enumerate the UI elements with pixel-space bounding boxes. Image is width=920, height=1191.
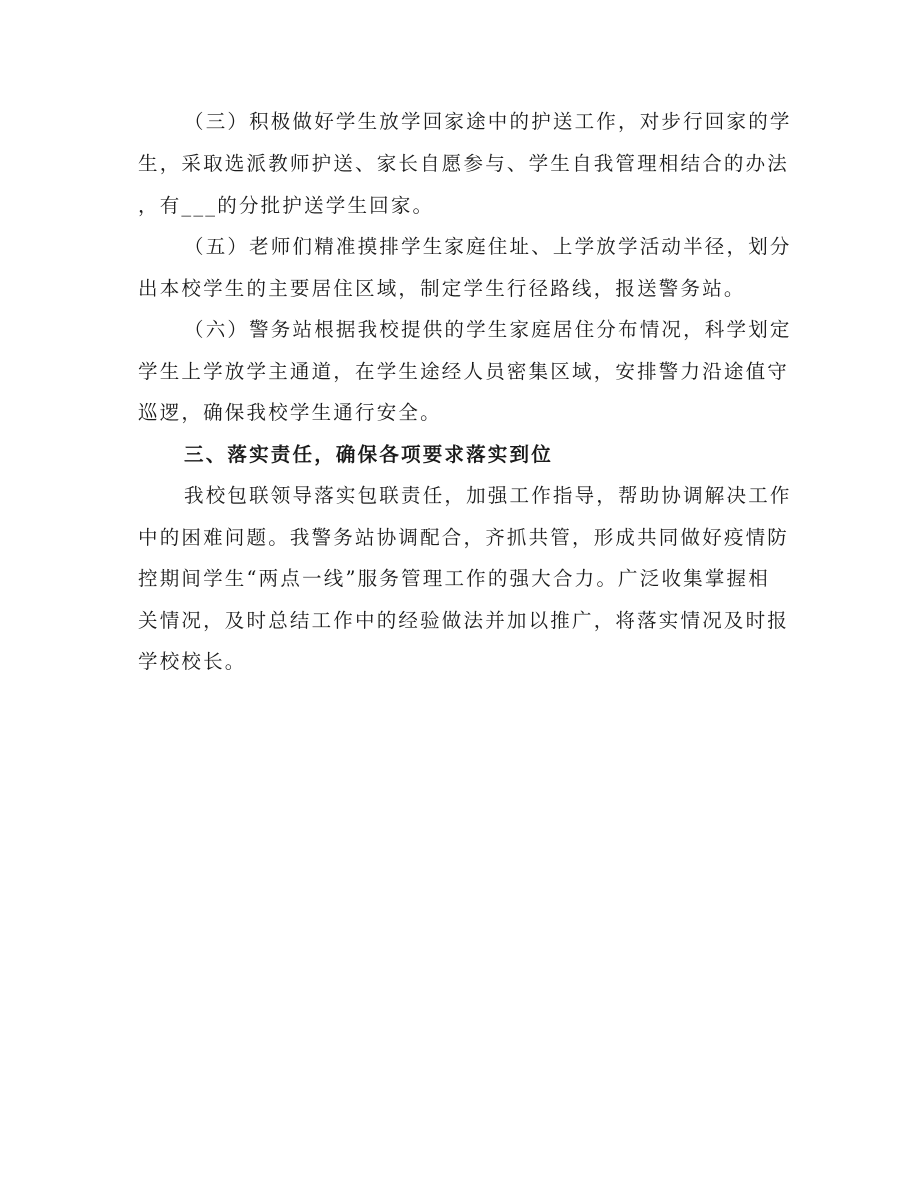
paragraph-final-line-4: 关情况，及时总结工作中的经验做法并加以推广，将落实情况及时报	[138, 609, 790, 632]
paragraph-6-line-2: 学生上学放学主通道，在学生途经人员密集区域，安排警力沿途值守	[138, 360, 790, 383]
paragraph-final-line-1: 我校包联领导落实包联责任，加强工作指导，帮助协调解决工作	[184, 484, 792, 507]
paragraph-3-line-3: ，有___的分批护送学生回家。	[138, 194, 435, 217]
paragraph-6-line-3: 巡逻，确保我校学生通行安全。	[138, 401, 442, 424]
paragraph-final-line-5: 学校校长。	[138, 650, 247, 673]
paragraph-final-line-3: 控期间学生“两点一线”服务管理工作的强大合力。广泛收集掌握相	[138, 567, 770, 590]
paragraph-5-line-2: 出本校学生的主要居住区域，制定学生行径路线，报送警务站。	[138, 277, 746, 300]
paragraph-5-line-1: （五）老师们精准摸排学生家庭住址、上学放学活动半径，划分	[184, 235, 792, 258]
paragraph-3-line-2: 生，采取选派教师护送、家长自愿参与、学生自我管理相结合的办法	[138, 152, 790, 175]
paragraph-final-line-2: 中的困难问题。我警务站协调配合，齐抓共管，形成共同做好疫情防	[138, 526, 790, 549]
paragraph-3-line-1: （三）积极做好学生放学回家途中的护送工作，对步行回家的学	[184, 110, 792, 133]
section-heading-3: 三、落实责任，确保各项要求落实到位	[184, 443, 553, 466]
paragraph-6-line-1: （六）警务站根据我校提供的学生家庭居住分布情况，科学划定	[184, 318, 792, 341]
